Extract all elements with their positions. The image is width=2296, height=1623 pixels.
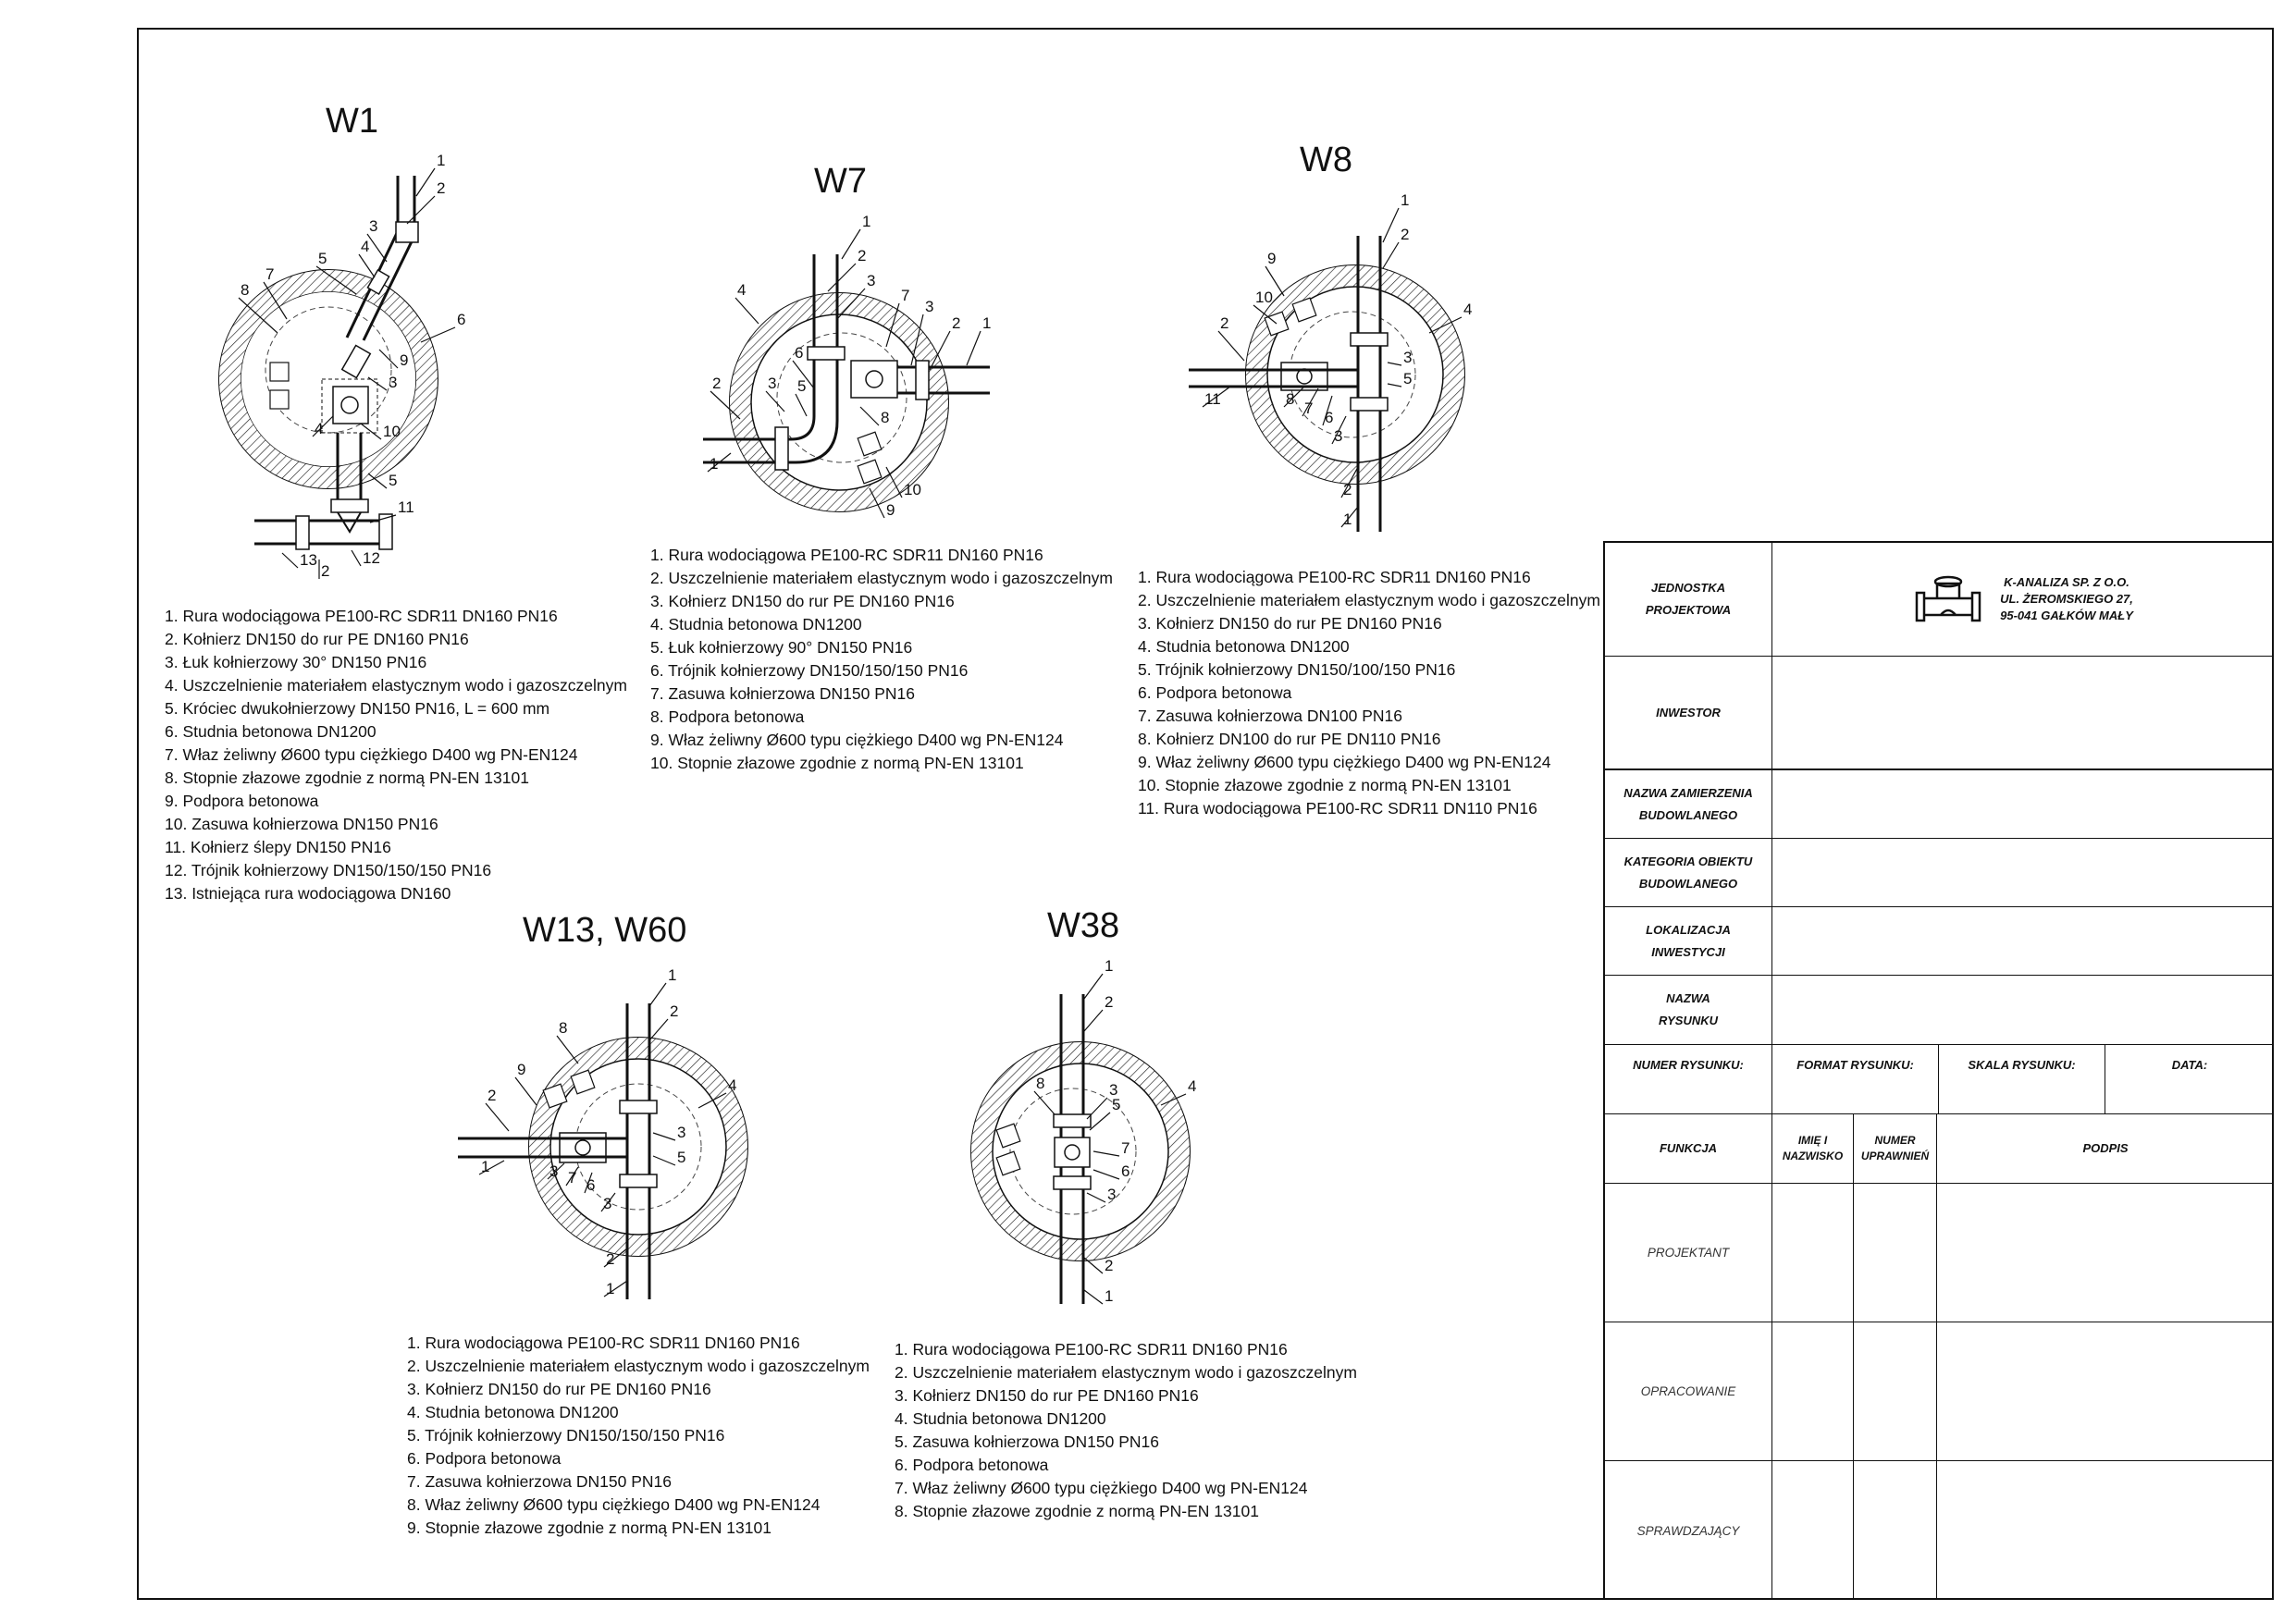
w1-well-wall: [219, 270, 438, 488]
w1-legend-item: 11. Kołnierz ślepy DN150 PN16: [165, 838, 391, 856]
company-name: K-ANALIZA SP. Z O.O.: [2004, 575, 2129, 589]
podpis-label: PODPIS: [2082, 1141, 2129, 1155]
w8-callout-number: 4: [1463, 301, 1473, 318]
tb-row-nazwa-rysunku: [1605, 975, 2272, 1044]
w8-callout-number: 2: [1220, 314, 1229, 332]
w7-legend-item: 2. Uszczelnienie materiałem elastycznym wodo i gazoszczelnym: [650, 569, 1113, 587]
tb-row-funkcja-header: [1605, 1113, 2272, 1183]
w8-callout-number: 2: [1401, 226, 1410, 243]
role-opracowanie: OPRACOWANIE: [1640, 1384, 1736, 1398]
w38-legend-item: 5. Zasuwa kołnierzowa DN150 PN16: [895, 1432, 1159, 1451]
w1-title: W1: [326, 102, 378, 141]
w38-legend-item: 3. Kołnierz DN150 do rur PE DN160 PN16: [895, 1386, 1199, 1405]
w1-legend-item: 9. Podpora betonowa: [165, 792, 319, 810]
w7-leader-line: [735, 298, 759, 324]
w7-callout-number: 2: [858, 247, 867, 264]
w8-legend-item: 3. Kołnierz DN150 do rur PE DN160 PN16: [1138, 614, 1442, 633]
w38-legend-item: 2. Uszczelnienie materiałem elastycznym wodo i gazoszczelnym: [895, 1363, 1357, 1382]
w7-callout-number: 2: [952, 314, 961, 332]
w1-legend-item: 1. Rura wodociągowa PE100-RC SDR11 DN160 PN16: [165, 607, 558, 625]
w1-callout-number: 8: [241, 281, 250, 299]
w13-callout-number: 2: [606, 1250, 615, 1268]
w13-callout-number: 3: [677, 1124, 686, 1141]
w38-callout-number: 7: [1121, 1139, 1130, 1157]
w1-leader-line: [282, 553, 298, 568]
w38-leader-line: [1087, 1098, 1107, 1119]
w8-callout-number: 3: [1403, 349, 1413, 366]
w1-leader-line: [361, 424, 381, 439]
w38-leader-line: [1093, 1170, 1119, 1179]
w1-legend-item: 3. Łuk kołnierzowy 30° DN150 PN16: [165, 653, 427, 671]
w1-callout-number: 3: [389, 374, 398, 391]
w7-legend-item: 4. Studnia betonowa DN1200: [650, 615, 862, 633]
role-sprawdzajacy: SPRAWDZAJĄCY: [1636, 1523, 1740, 1538]
w13-callout-number: 2: [670, 1002, 679, 1020]
w38-leader-line: [1084, 1010, 1103, 1031]
w13-drawing: [458, 1003, 747, 1299]
w8-leader-line: [1383, 208, 1399, 242]
w1-legend-item: 8. Stopnie złazowe zgodnie z normą PN-EN 13101: [165, 768, 529, 787]
w8-legend-item: 1. Rura wodociągowa PE100-RC SDR11 DN160 PN16: [1138, 568, 1531, 586]
w7-legend-item: 7. Zasuwa kołnierzowa DN150 PN16: [650, 684, 915, 703]
format-label: FORMAT RYSUNKU:: [1796, 1058, 1914, 1072]
w13-leader-line: [486, 1103, 509, 1131]
w7-callout-number: 3: [768, 375, 777, 392]
w1-leader-line: [352, 550, 361, 566]
w38-leader-line: [1084, 974, 1103, 999]
w1-callout-number: 4: [315, 420, 324, 437]
w8-callout-number: 8: [1286, 390, 1295, 408]
w7-callout-number: 4: [737, 281, 747, 299]
w7-leader-line: [967, 331, 981, 365]
w13-callout-number: 7: [568, 1169, 577, 1187]
lokalizacja-label: LOKALIZACJA INWESTYCJI: [1646, 922, 1731, 959]
w7-legend-item: 9. Właz żeliwny Ø600 typu ciężkiego D400 wg PN-EN124: [650, 731, 1064, 749]
w1-callout-number: 2: [437, 179, 446, 197]
w1-callout-number: 2: [321, 562, 330, 580]
w13-legend-item: 4. Studnia betonowa DN1200: [407, 1403, 619, 1421]
w1-legend-item: 2. Kołnierz DN150 do rur PE DN160 PN16: [165, 630, 469, 648]
w7-callout-number: 1: [862, 213, 871, 230]
w1-callout-number: 3: [369, 217, 378, 235]
w7-valve: [851, 361, 897, 398]
w7-leader-line: [860, 407, 879, 425]
inwestor-value: [1771, 657, 2274, 768]
w38-callout-number: 3: [1109, 1081, 1118, 1099]
w8-title: W8: [1300, 141, 1352, 179]
w7-title: W7: [814, 162, 867, 201]
w13-legend: [407, 1332, 870, 1540]
w13-callout-number: 1: [668, 966, 677, 984]
w1-leader-line: [407, 196, 435, 224]
w13-callout-number: 9: [517, 1061, 526, 1078]
kategoria-label: KATEGORIA OBIEKTU BUDOWLANEGO: [1623, 854, 1753, 891]
w13-callout-number: 3: [549, 1162, 559, 1180]
w1-legend-item: 12. Trójnik kołnierzowy DN150/150/150 PN16: [165, 861, 492, 879]
w38-title: W38: [1047, 906, 1120, 945]
w13-leader-line: [557, 1036, 578, 1064]
company-city: 95-041 GAŁKÓW MAŁY: [2000, 609, 2133, 622]
w8-well-wall: [1246, 265, 1464, 484]
w13-legend-item: 7. Zasuwa kołnierzowa DN150 PN16: [407, 1472, 672, 1491]
w1-legend-item: 7. Właz żeliwny Ø600 typu ciężkiego D400 wg PN-EN124: [165, 745, 578, 764]
tb-row-jednostka: [1605, 543, 2272, 656]
w38-callout-number: 5: [1112, 1096, 1121, 1113]
w7-callout-number: 7: [901, 287, 910, 304]
w38-callout-number: 3: [1107, 1186, 1117, 1203]
w13-legend-item: 3. Kołnierz DN150 do rur PE DN160 PN16: [407, 1380, 711, 1398]
w8-legend-item: 5. Trójnik kołnierzowy DN150/100/150 PN16: [1138, 660, 1456, 679]
w1-callout-number: 10: [383, 423, 401, 440]
w7-callout-number: 5: [797, 377, 807, 395]
numer-uprawnien-label: NUMER UPRAWNIEŃ: [1860, 1134, 1930, 1162]
w13-leader-line: [649, 1019, 668, 1040]
skala-label: SKALA RYSUNKU:: [1968, 1058, 2076, 1072]
w1-callout-number: 5: [389, 472, 398, 489]
w13-callout-number: 3: [603, 1195, 612, 1212]
w38-leader-line: [1084, 1290, 1103, 1304]
w1-callout-number: 7: [265, 265, 275, 283]
w1-callout-number: 6: [457, 311, 466, 328]
w7-legend-item: 6. Trójnik kołnierzowy DN150/150/150 PN16: [650, 661, 969, 680]
w38-valve: [1055, 1137, 1090, 1167]
w8-leader-line: [1383, 242, 1399, 268]
w7-callout-number: 3: [925, 298, 934, 315]
w13-leader-line: [649, 983, 666, 1006]
tb-row-sprawdzajacy: [1605, 1460, 2272, 1600]
tb-row-nazwa-zamierzenia: [1605, 768, 2272, 838]
w13-legend-item: 9. Stopnie złazowe zgodnie z normą PN-EN 13101: [407, 1518, 772, 1537]
w38-legend: [895, 1338, 1357, 1523]
numer-label: NUMER RYSUNKU:: [1633, 1058, 1744, 1072]
valve-logo-icon: [1913, 574, 1983, 624]
jednostka-label: JEDNOSTKA PROJEKTOWA: [1645, 581, 1732, 617]
w38-legend-item: 8. Stopnie złazowe zgodnie z normą PN-EN 13101: [895, 1502, 1259, 1520]
w38-callout-number: 6: [1121, 1162, 1130, 1180]
tb-row-projektant: [1605, 1183, 2272, 1322]
w8-legend-item: 10. Stopnie złazowe zgodnie z normą PN-EN 13101: [1138, 776, 1512, 794]
w7-legend-item: 1. Rura wodociągowa PE100-RC SDR11 DN160 PN16: [650, 546, 1043, 564]
w1-callout-number: 9: [400, 351, 409, 369]
w8-legend-item: 9. Właz żeliwny Ø600 typu ciężkiego D400 wg PN-EN124: [1138, 753, 1551, 771]
w1-legend-item: 10. Zasuwa kołnierzowa DN150 PN16: [165, 815, 438, 833]
w8-leader-line: [1388, 363, 1401, 365]
w38-leader-line: [1087, 1193, 1105, 1202]
title-block: [1603, 541, 2274, 1600]
w13-callout-number: 1: [606, 1280, 615, 1297]
w13-legend-item: 8. Właz żeliwny Ø600 typu ciężkiego D400 wg PN-EN124: [407, 1495, 821, 1514]
w8-leader-line: [1218, 331, 1244, 361]
w38-legend-item: 1. Rura wodociągowa PE100-RC SDR11 DN160 PN16: [895, 1340, 1288, 1359]
w1-callout-number: 13: [300, 551, 317, 569]
w13-callout-number: 6: [586, 1176, 596, 1194]
company-street: UL. ŻEROMSKIEGO 27,: [2000, 592, 2133, 606]
w7-callout-number: 9: [886, 501, 895, 519]
w1-callout-number: 12: [363, 549, 380, 567]
w7-callout-number: 1: [710, 455, 719, 473]
tb-row-inwestor: [1605, 656, 2272, 768]
w7-legend-item: 10. Stopnie złazowe zgodnie z normą PN-EN 13101: [650, 754, 1024, 772]
w38-drawing: [971, 994, 1190, 1304]
w7-callout-number: 2: [712, 375, 722, 392]
tb-row-numer: [1605, 1044, 2272, 1113]
w1-legend-item: 13. Istniejąca rura wodociągowa DN160: [165, 884, 451, 903]
w7-leader-line: [796, 394, 807, 416]
w1-leader-line: [416, 168, 435, 196]
w8-callout-number: 3: [1334, 427, 1343, 445]
w38-leader-line: [1093, 1151, 1119, 1156]
w38-leader-line: [1090, 1113, 1110, 1130]
w7-legend: [650, 544, 1113, 775]
w7-legend-item: 3. Kołnierz DN150 do rur PE DN160 PN16: [650, 592, 955, 610]
w7-callout-number: 8: [881, 409, 890, 426]
nazwa-zamierzenia-label: NAZWA ZAMIERZENIA BUDOWLANEGO: [1623, 785, 1753, 822]
w7-leader-line: [828, 264, 856, 291]
data-label: DATA:: [2171, 1058, 2208, 1072]
inwestor-label: INWESTOR: [1656, 705, 1721, 719]
w7-legend-item: 5. Łuk kołnierzowy 90° DN150 PN16: [650, 638, 913, 657]
w1-callout-number: 11: [398, 498, 414, 516]
w8-leader-line: [1388, 384, 1401, 387]
w13-callout-number: 8: [559, 1019, 568, 1037]
w38-callout-number: 2: [1105, 993, 1114, 1011]
w1-callout-number: 5: [318, 250, 327, 267]
w8-legend-item: 4. Studnia betonowa DN1200: [1138, 637, 1350, 656]
w1-leader-line: [367, 234, 387, 262]
w1-callout-number: 1: [437, 152, 446, 169]
w8-callout-number: 1: [1401, 191, 1410, 209]
w13-title: W13, W60: [523, 911, 687, 950]
w8-callout-number: 2: [1343, 481, 1352, 498]
w38-legend-item: 6. Podpora betonowa: [895, 1456, 1049, 1474]
tb-row-kategoria: [1605, 838, 2272, 906]
w13-legend-item: 1. Rura wodociągowa PE100-RC SDR11 DN160 PN16: [407, 1334, 800, 1352]
w8-callout-number: 10: [1255, 289, 1273, 306]
w8-callout-number: 7: [1304, 400, 1314, 417]
w8-callout-number: 5: [1403, 370, 1413, 387]
w1-valve: [333, 387, 368, 424]
w1-legend: [165, 605, 627, 905]
funkcja-label: FUNKCJA: [1659, 1141, 1718, 1155]
w8-callout-number: 1: [1343, 510, 1352, 528]
w7-callout-number: 1: [982, 314, 992, 332]
nazwa-rysunku-label: NAZWA RYSUNKU: [1658, 991, 1719, 1027]
w38-callout-number: 1: [1105, 1287, 1114, 1305]
w8-callout-number: 9: [1267, 250, 1277, 267]
tb-row-lokalizacja: [1605, 906, 2272, 975]
w1-leader-line: [359, 254, 375, 277]
w13-callout-number: 4: [728, 1076, 737, 1094]
w8-callout-number: 6: [1325, 409, 1334, 426]
w1-legend-item: 5. Króciec dwukołnierzowy DN150 PN16, L = 600 mm: [165, 699, 550, 718]
w38-callout-number: 1: [1105, 957, 1114, 975]
w13-leader-line: [515, 1077, 537, 1105]
company-block: [1913, 574, 2133, 624]
w38-callout-number: 8: [1036, 1075, 1045, 1092]
w38-legend-item: 7. Właz żeliwny Ø600 typu ciężkiego D400 wg PN-EN124: [895, 1479, 1308, 1497]
w8-legend-item: 11. Rura wodociągowa PE100-RC SDR11 DN110 PN16: [1138, 799, 1537, 818]
role-projektant: PROJEKTANT: [1647, 1246, 1730, 1260]
w38-leader-line: [1034, 1091, 1055, 1114]
w1-legend-item: 4. Uszczelnienie materiałem elastycznym wodo i gazoszczelnym: [165, 676, 627, 695]
w8-legend-item: 2. Uszczelnienie materiałem elastycznym wodo i gazoszczelnym: [1138, 591, 1600, 609]
w13-legend-item: 5. Trójnik kołnierzowy DN150/150/150 PN16: [407, 1426, 725, 1445]
w1-callout-number: 4: [361, 238, 370, 255]
w1-leader-line: [379, 350, 398, 368]
w38-legend-item: 4. Studnia betonowa DN1200: [895, 1409, 1106, 1428]
w38-callout-number: 2: [1105, 1257, 1114, 1274]
imie-label: IMIĘ I NAZWISKO: [1782, 1134, 1844, 1162]
tb-row-opracowanie: [1605, 1322, 2272, 1460]
w7-leader-line: [766, 391, 784, 412]
w7-callout-number: 3: [867, 272, 876, 289]
w7-callout-number: 10: [904, 481, 921, 498]
w13-callout-number: 1: [481, 1158, 490, 1175]
w13-callout-number: 5: [677, 1149, 686, 1166]
w13-legend-item: 2. Uszczelnienie materiałem elastycznym wodo i gazoszczelnym: [407, 1357, 870, 1375]
w8-callout-number: 11: [1204, 390, 1221, 408]
w7-legend-item: 8. Podpora betonowa: [650, 707, 805, 726]
w7-well-wall: [730, 293, 948, 511]
w8-legend-item: 6. Podpora betonowa: [1138, 683, 1292, 702]
w13-leader-line: [653, 1156, 675, 1165]
w7-callout-number: 6: [795, 344, 804, 362]
w8-legend: [1138, 566, 1600, 820]
w13-leader-line: [653, 1133, 675, 1140]
w7-drawing: [703, 254, 990, 511]
w8-drawing: [1189, 236, 1464, 532]
w1-legend-item: 6. Studnia betonowa DN1200: [165, 722, 376, 741]
w13-callout-number: 2: [488, 1087, 497, 1104]
w8-legend-item: 8. Kołnierz DN100 do rur PE DN110 PN16: [1138, 730, 1441, 748]
w38-callout-number: 4: [1188, 1077, 1197, 1095]
w8-legend-item: 7. Zasuwa kołnierzowa DN100 PN16: [1138, 707, 1402, 725]
w13-legend-item: 6. Podpora betonowa: [407, 1449, 562, 1468]
